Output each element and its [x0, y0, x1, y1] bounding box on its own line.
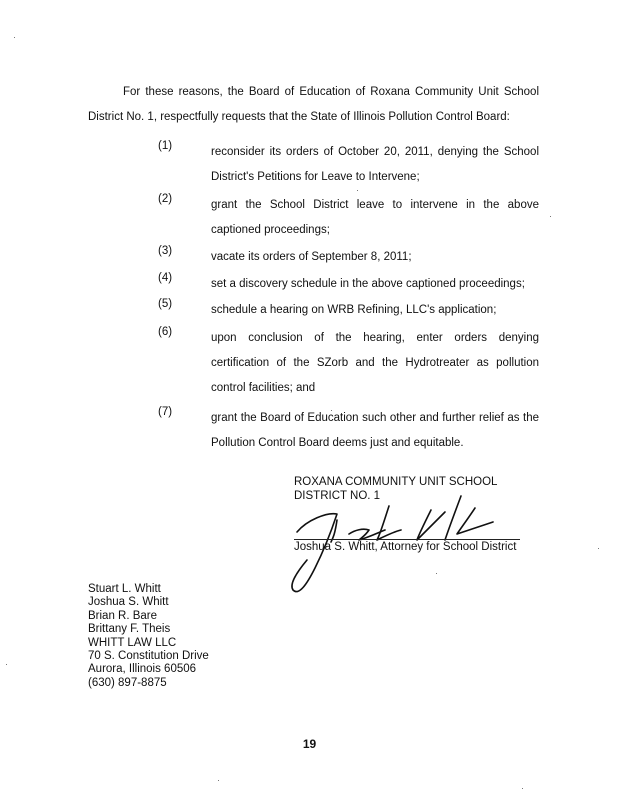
scan-speck	[6, 664, 7, 665]
intro-line-2: District No. 1, respectfully requests that the State of Illinois Pollution Control Board:	[88, 111, 510, 123]
request-text-line: grant the School District leave to intervene in the above	[211, 199, 539, 211]
request-number: (6)	[158, 326, 173, 338]
request-text-line: vacate its orders of September 8, 2011;	[211, 251, 412, 263]
intro-paragraph	[88, 80, 539, 130]
request-text-line: reconsider its orders of October 20, 2011, denying the School	[211, 146, 539, 158]
request-number: (5)	[158, 298, 173, 310]
counsel-name: Joshua S. Whitt	[88, 596, 169, 609]
counsel-address-block	[88, 583, 209, 690]
request-number: (3)	[158, 245, 173, 257]
request-text-line: Pollution Control Board deems just and equitable.	[211, 437, 464, 449]
request-text-line: control facilities; and	[211, 382, 316, 394]
scan-speck	[550, 216, 551, 217]
signature-line	[294, 539, 520, 540]
street-address: 70 S. Constitution Drive	[88, 650, 209, 663]
org-name-line-2: DISTRICT NO. 1	[294, 490, 381, 502]
request-text-line: grant the Board of Education such other and further relief as the	[211, 412, 539, 424]
counsel-name: Stuart L. Whitt	[88, 583, 161, 595]
page-number: 19	[302, 737, 317, 751]
request-text-line: District's Petitions for Leave to Intervene;	[211, 171, 420, 183]
scan-speck	[436, 573, 437, 574]
request-text-line: captioned proceedings;	[211, 224, 330, 236]
request-text-line: schedule a hearing on WRB Refining, LLC's application;	[211, 304, 497, 316]
signatory-caption: Joshua S. Whitt, Attorney for School District	[294, 541, 517, 553]
request-number: (1)	[158, 140, 173, 152]
scan-speck	[357, 190, 358, 191]
org-name-line-1: ROXANA COMMUNITY UNIT SCHOOL	[294, 476, 498, 488]
scan-speck	[598, 548, 599, 549]
request-number: (4)	[158, 272, 173, 284]
phone-number: (630) 897-8875	[88, 676, 167, 689]
scan-speck	[14, 37, 15, 38]
request-text-line: upon conclusion of the hearing, enter orders denying	[211, 332, 539, 344]
request-text-line: set a discovery schedule in the above captioned proceedings;	[211, 278, 525, 290]
request-number: (7)	[158, 406, 173, 418]
request-number: (2)	[158, 193, 173, 205]
request-text-line: certification of the SZorb and the Hydrotreater as pollution	[211, 357, 539, 369]
intro-line-1: For these reasons, the Board of Education of Roxana Community Unit School	[123, 86, 539, 98]
counsel-name: Brittany F. Theis	[88, 623, 171, 636]
scan-speck	[218, 780, 219, 781]
scan-speck	[331, 410, 332, 411]
city-state-zip: Aurora, Illinois 60506	[88, 663, 197, 676]
scan-speck	[522, 788, 523, 789]
counsel-name: Brian R. Bare	[88, 609, 158, 622]
law-firm-name: WHITT LAW LLC	[88, 636, 177, 649]
